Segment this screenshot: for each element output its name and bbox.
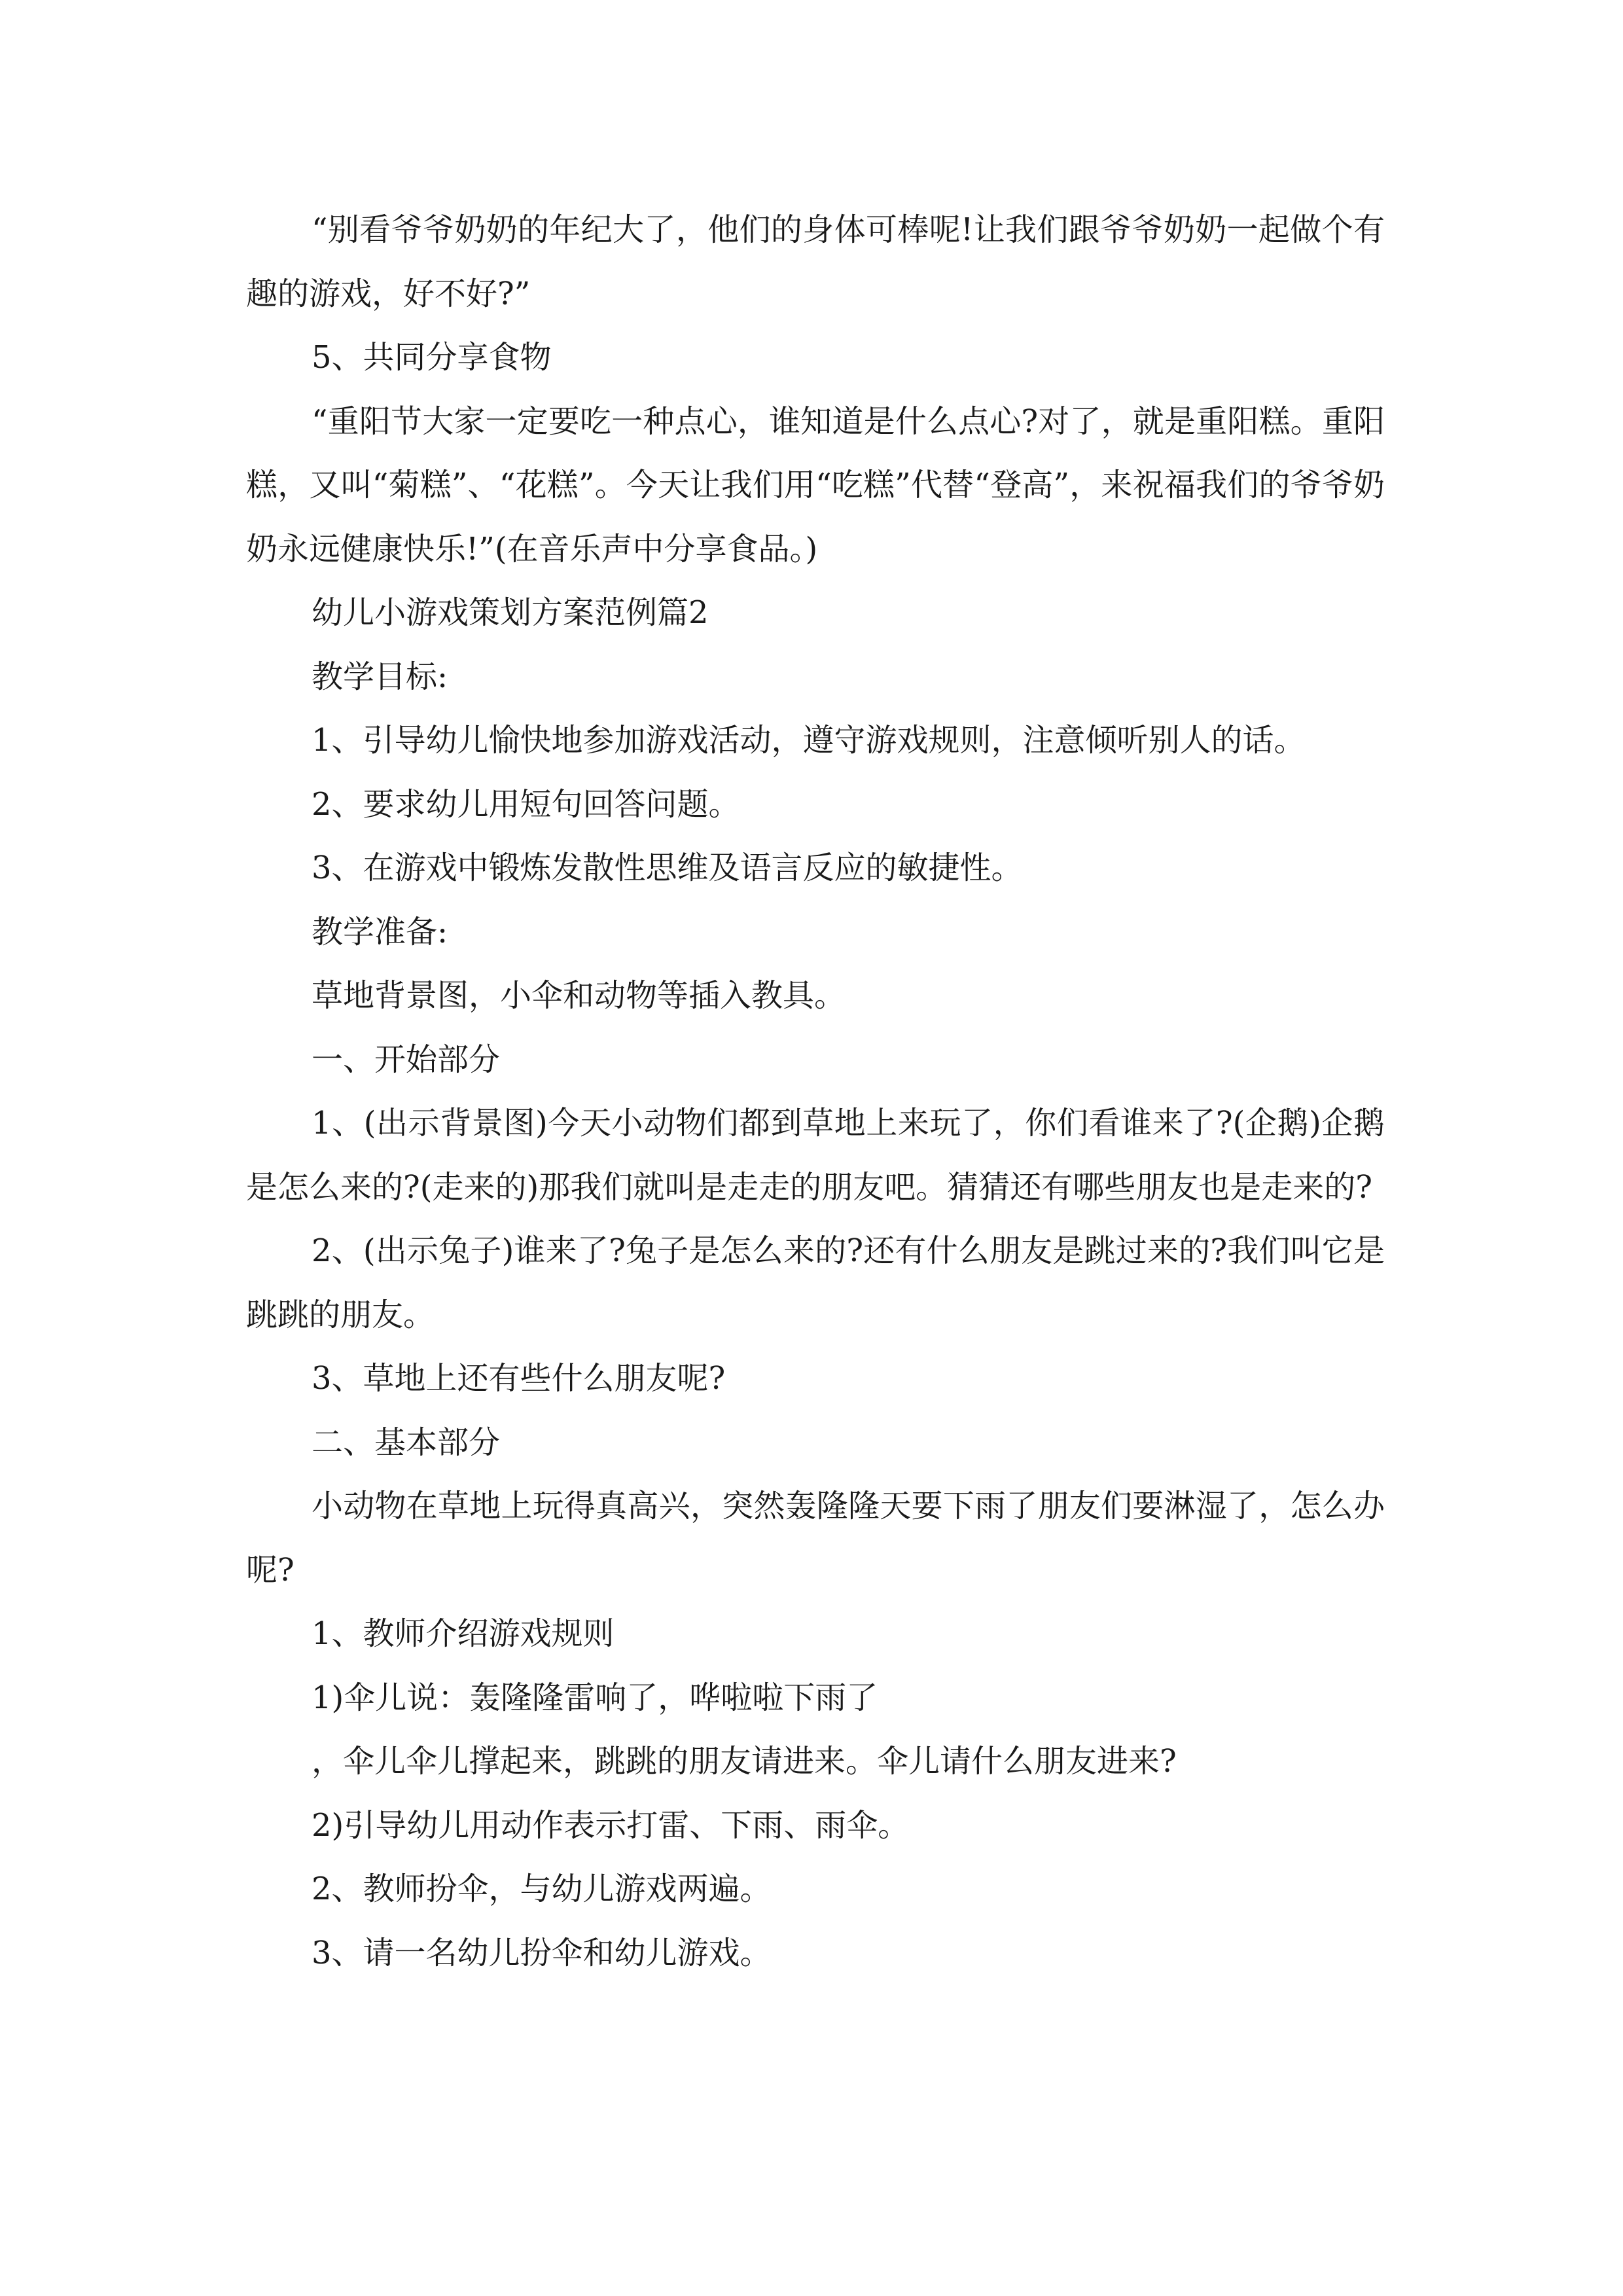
section-title: 幼儿小游戏策划方案范例篇2 [312,594,709,631]
goal-item-2: 2、要求幼儿用短句回答问题。 [312,785,740,823]
part-one-heading: 一、开始部分 [312,1041,501,1078]
goal-item-3: 3、在游戏中锻炼发散性思维及语言反应的敏捷性。 [312,850,1023,886]
paragraph-chongyang-cake: “重阳节大家一定要吃一种点心，谁知道是什么点心?对了，就是重阳糕。重阳糕，又叫“菊糕”、“花糕”。今天让我们用“吃糕”代替“登高”，来祝福我们的爷爷奶奶永远健康快乐!”(在音乐声中分享食品。) [246,403,1385,567]
rule-item-1-continued: ，伞儿伞儿撑起来，跳跳的朋友请进来。伞儿请什么朋友进来? [312,1743,1177,1780]
part-one-item-1: 1、(出示背景图)今天小动物们都到草地上来玩了，你们看谁来了?(企鹅)企鹅是怎么来的?(走来的)那我们就叫是走走的朋友吧。猜猜还有哪些朋友也是走来的? [246,1105,1385,1206]
rule-item-2: 2)引导幼儿用动作表示打雷、下雨、雨伞。 [312,1806,910,1844]
document-body [246,198,1385,1985]
teaching-prep-content: 草地背景图，小伞和动物等插入教具。 [312,977,846,1014]
part-two-item-2: 2、教师扮伞，与幼儿游戏两遍。 [312,1871,772,1907]
part-two-heading: 二、基本部分 [312,1424,501,1461]
paragraph-share-food-heading: 5、共同分享食物 [312,339,552,376]
paragraph-intro-quote: “别看爷爷奶奶的年纪大了，他们的身体可棒呢!让我们跟爷爷奶奶一起做个有趣的游戏，好不好?” [246,211,1385,312]
part-one-item-2: 2、(出示兔子)谁来了?兔子是怎么来的?还有什么朋友是跳过来的?我们叫它是跳跳的朋友。 [246,1232,1385,1333]
part-two-item-3: 3、请一名幼儿扮伞和幼儿游戏。 [312,1934,772,1971]
part-one-item-3: 3、草地上还有些什么朋友呢? [312,1360,726,1397]
rule-item-1: 1)伞儿说：轰隆隆雷响了，哗啦啦下雨了 [312,1679,878,1716]
teaching-goals-heading: 教学目标: [312,658,448,695]
part-two-item-1: 1、教师介绍游戏规则 [312,1615,615,1652]
part-two-intro: 小动物在草地上玩得真高兴，突然轰隆隆天要下雨了朋友们要淋湿了，怎么办呢? [246,1488,1385,1588]
goal-item-1: 1、引导幼儿愉快地参加游戏活动，遵守游戏规则，注意倾听别人的话。 [312,722,1306,759]
teaching-prep-heading: 教学准备: [312,913,448,950]
